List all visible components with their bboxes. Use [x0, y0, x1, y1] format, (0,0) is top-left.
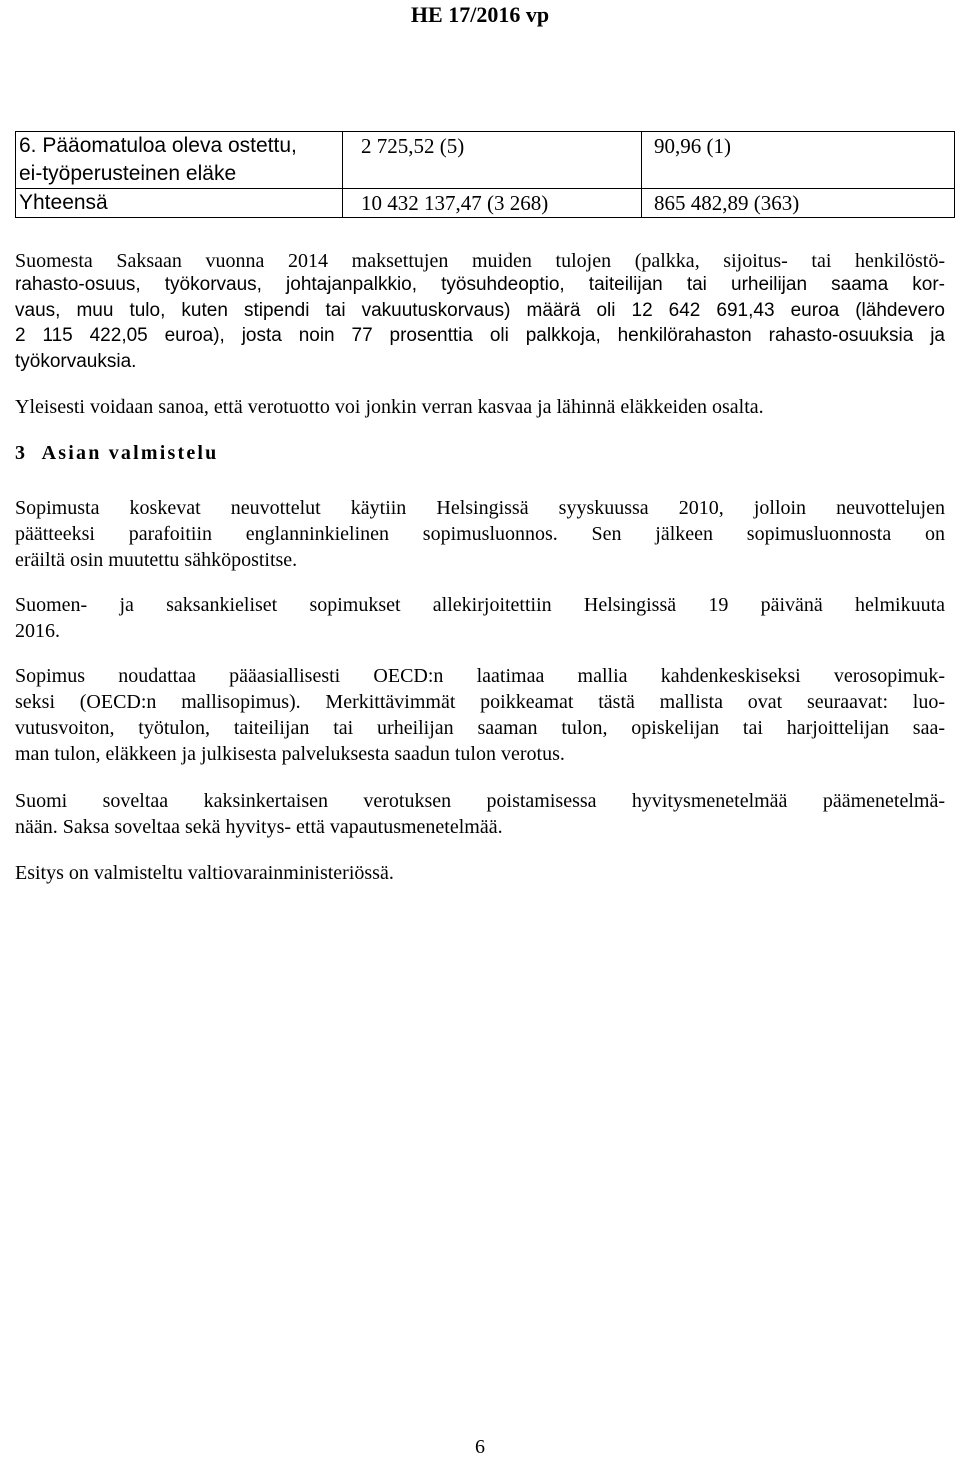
text-line: Sopimus noudattaa pääasiallisesti OECD:n laatimaa mallia kahdenkeskiseksi verosopimuk-: [15, 665, 945, 687]
row-label-line: ei-työperusteinen eläke: [19, 162, 237, 185]
table-cell-label: [16, 132, 343, 189]
paragraph: [15, 272, 945, 374]
table-cell-value: 90,96 (1): [642, 132, 955, 189]
table-cell-value: 865 482,89 (363): [642, 189, 955, 218]
text-line: seksi (OECD:n mallisopimus). Merkittävimmät poikkeamat tästä mallista ovat seuraavat: luo-: [15, 691, 945, 713]
table-row: [16, 132, 955, 189]
text-line: Sopimusta koskevat neuvottelut käytiin Helsingissä syyskuussa 2010, jolloin neuvottelujen: [15, 497, 945, 519]
text-line: vutusvoiton, työtulon, taiteilijan tai urheilijan saaman tulon, opiskelijan tai harjoittelijan saa-: [15, 717, 945, 739]
text-line: man tulon, eläkkeen ja julkisesta palveluksesta saadun tulon verotus.: [15, 743, 565, 765]
table-cell-value: 2 725,52 (5): [343, 132, 642, 189]
text-line: päätteeksi parafoitiin englanninkielinen sopimusluonnos. Sen jälkeen sopimusluonnosta on: [15, 523, 945, 545]
paragraph: [15, 788, 945, 840]
paragraph: [15, 860, 945, 886]
text-line: Esitys on valmisteltu valtiovarainministeriössä.: [15, 862, 394, 884]
text-line: 2016.: [15, 620, 60, 642]
text-line: rahasto-osuus, työkorvaus, johtajanpalkkio, työsuhdeoptio, taiteilijan tai urheilijan saama kor-: [15, 274, 945, 295]
text-line: Yleisesti voidaan sanoa, että verotuotto voi jonkin verran kasvaa ja lähinnä eläkkeiden osalta.: [15, 396, 764, 418]
paragraph: [15, 592, 945, 644]
text-line: eräiltä osin muutettu sähköpostitse.: [15, 549, 298, 571]
table-cell-label: Yhteensä: [16, 189, 343, 218]
page-number: 6: [475, 1436, 485, 1458]
section-number: 3: [15, 442, 28, 464]
paragraph: [15, 248, 945, 274]
text-line: Suomesta Saksaan vuonna 2014 maksettujen muiden tulojen (palkka, sijoitus- tai henkilöstö-: [15, 250, 945, 272]
paragraph: [15, 495, 945, 573]
table-row: [16, 189, 955, 218]
section-title: Asian valmistelu: [41, 442, 219, 464]
row-label-line: 6. Pääomatuloa oleva ostettu,: [19, 134, 297, 157]
text-line: vaus, muu tulo, kuten stipendi tai vakuutuskorvaus) määrä oli 12 642 691,43 euroa (lähdevero: [15, 299, 945, 321]
paragraph: [15, 394, 945, 420]
text-line: nään. Saksa soveltaa sekä hyvitys- että vapautusmenetelmää.: [15, 816, 503, 838]
text-line: 2 115 422,05 euroa), josta noin 77 prosenttia oli palkkoja, henkilörahaston rahasto-osuuksia ja: [15, 325, 945, 346]
paragraph: [15, 663, 945, 767]
section-heading: [15, 442, 219, 465]
text-line: Suomen- ja saksankieliset sopimukset allekirjoitettiin Helsingissä 19 päivänä helmikuuta: [15, 594, 945, 616]
text-line: Suomi soveltaa kaksinkertaisen verotuksen poistamisessa hyvitysmenetelmää päämenetelmä-: [15, 790, 945, 812]
document-header: HE 17/2016 vp: [410, 2, 550, 27]
text-line: työkorvauksia.: [15, 350, 137, 372]
table-cell-value: 10 432 137,47 (3 268): [343, 189, 642, 218]
income-table: [15, 131, 955, 218]
